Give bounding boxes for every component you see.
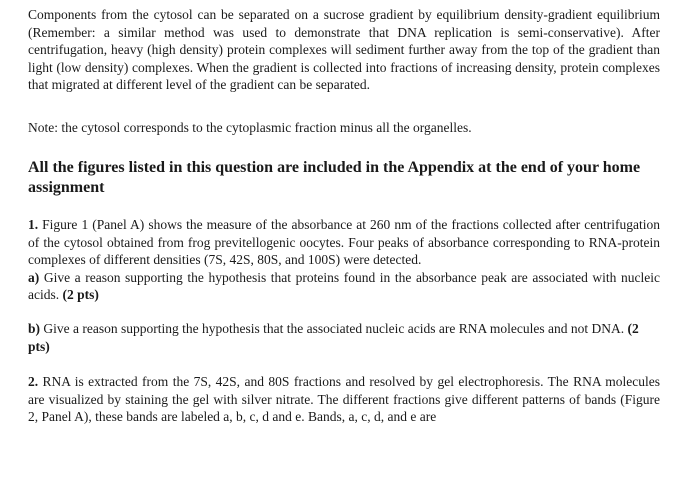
question-1a-text: Give a reason supporting the hypothesis that proteins found in the absorbance peak are associated with nucleic acids. (28, 269, 660, 302)
question-1b-label: b) (28, 321, 41, 336)
question-1 (28, 216, 660, 304)
question-1a-points: (2 pts) (62, 287, 99, 302)
question-1-text: Figure 1 (Panel A) shows the measure of the absorbance at 260 nm of the fractions collected after centrifugation of the cytosol obtained from frog previtellogenic oocytes. Four peaks of absorbance corresponding to RNA-protein complexes of different densities (7S, 42S, 80S, and 100S) were detected. (28, 217, 660, 267)
question-1b-points: (2 pts) (28, 321, 639, 354)
question-1b (28, 320, 660, 355)
note-paragraph: Note: the cytosol corresponds to the cytoplasmic fraction minus all the organelles. (28, 120, 472, 135)
question-1a-label: a) (28, 269, 40, 285)
question-2-text: RNA is extracted from the 7S, 42S, and 80S fractions and resolved by gel electrophoresis. The RNA molecules are visualized by staining the gel with silver nitrate. The different fractions give different patterns of bands (Figure 2, Panel A), these bands are labeled a, b, c, d and e. Bands, a, c, d, and e are (28, 374, 660, 424)
question-1b-text: Give a reason supporting the hypothesis that the associated nucleic acids are RNA molecules and not DNA. (40, 321, 628, 336)
question-2 (28, 373, 660, 426)
section-heading: All the figures listed in this question are included in the Appendix at the end of your home assignment (28, 159, 641, 196)
question-1-number: 1. (28, 217, 39, 232)
intro-paragraph: Components from the cytosol can be separated on a sucrose gradient by equilibrium density-gradient equilibrium (Remember: a similar method was used to demonstrate that DNA replication is semi-conservative). After centrifugation, heavy (high density) protein complexes will sediment further away from the top of the gradient than light (low density) complexes. When the gradient is collected into fractions of increasing density, protein complexes that migrated at different level of the gradient can be separated. (28, 7, 660, 92)
question-2-number: 2. (28, 374, 39, 389)
